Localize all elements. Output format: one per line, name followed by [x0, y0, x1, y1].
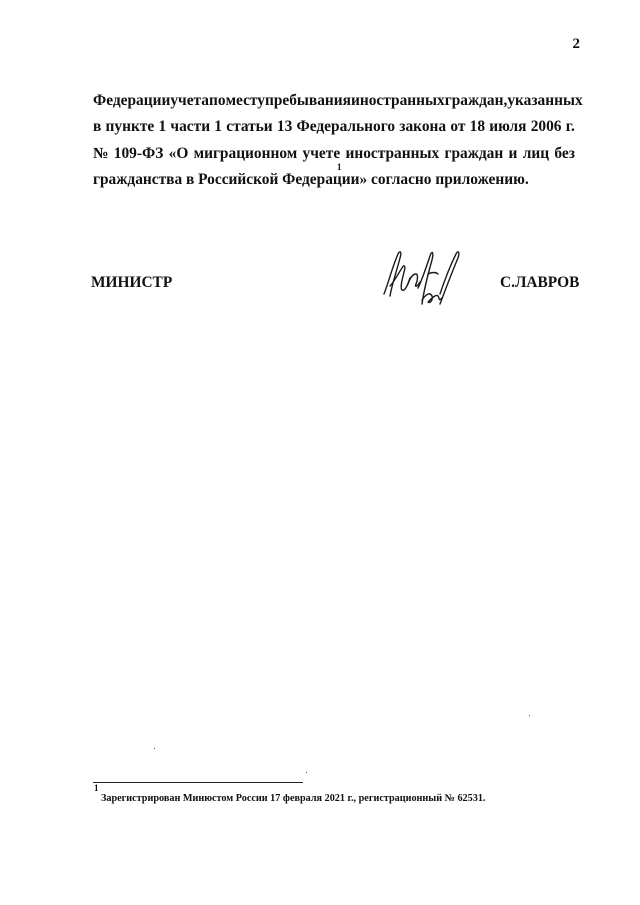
body-word: миграционном [193, 144, 298, 162]
body-word: граждан, [444, 92, 508, 109]
footnote-text: Зарегистрирован Минюстом России 17 февраля 2021 г., регистрационный № 62531. [101, 793, 486, 804]
body-line-3 [93, 141, 575, 167]
body-word: и [508, 144, 518, 162]
body-word: учете [302, 144, 341, 162]
body-word: месту [225, 92, 265, 109]
body-word: 18 [469, 118, 486, 136]
body-word: по [208, 92, 226, 109]
body-word: иностранных [345, 144, 440, 162]
body-word: 1 [214, 118, 222, 136]
body-word: г. [565, 118, 575, 136]
body-word: 1 [158, 118, 167, 136]
body-word: 2006 [530, 118, 562, 136]
scan-speck [154, 748, 155, 749]
body-word: в [93, 118, 102, 136]
body-paragraph [93, 88, 583, 194]
body-line-1 [93, 88, 583, 114]
body-word: части [170, 118, 211, 136]
body-word: учета [170, 92, 209, 109]
scan-speck [529, 715, 530, 716]
body-word: № [93, 144, 109, 162]
body-word: пребывания [264, 92, 351, 109]
body-word: закона [399, 118, 447, 136]
body-word: иностранных [351, 92, 445, 109]
body-word: без [554, 144, 575, 162]
body-word: 13 [276, 118, 293, 136]
handwritten-signature [378, 244, 468, 314]
body-line-4: гражданства в Российской Федерации» согласно приложению. [93, 171, 529, 189]
body-word: граждан [444, 144, 504, 162]
footnote-separator [93, 782, 303, 783]
body-word: Федерации [93, 92, 171, 109]
footnote-number: 1 [94, 783, 99, 793]
body-word: июля [489, 118, 527, 136]
body-word: 109-ФЗ [113, 144, 164, 162]
body-word: пункте [105, 118, 155, 136]
body-word: от [450, 118, 466, 136]
scan-speck [306, 772, 307, 773]
body-word: лиц [522, 144, 550, 162]
body-word: «О [168, 144, 189, 162]
page-number: 2 [572, 36, 580, 52]
position-title: МИНИСТР [91, 274, 173, 291]
body-line-2 [93, 114, 575, 140]
footnote-reference: 1 [337, 162, 342, 172]
body-word: Федерального [296, 118, 396, 136]
body-word: статьи [226, 118, 273, 136]
body-word: указанных [507, 92, 583, 109]
signer-name: С.ЛАВРОВ [500, 274, 580, 291]
